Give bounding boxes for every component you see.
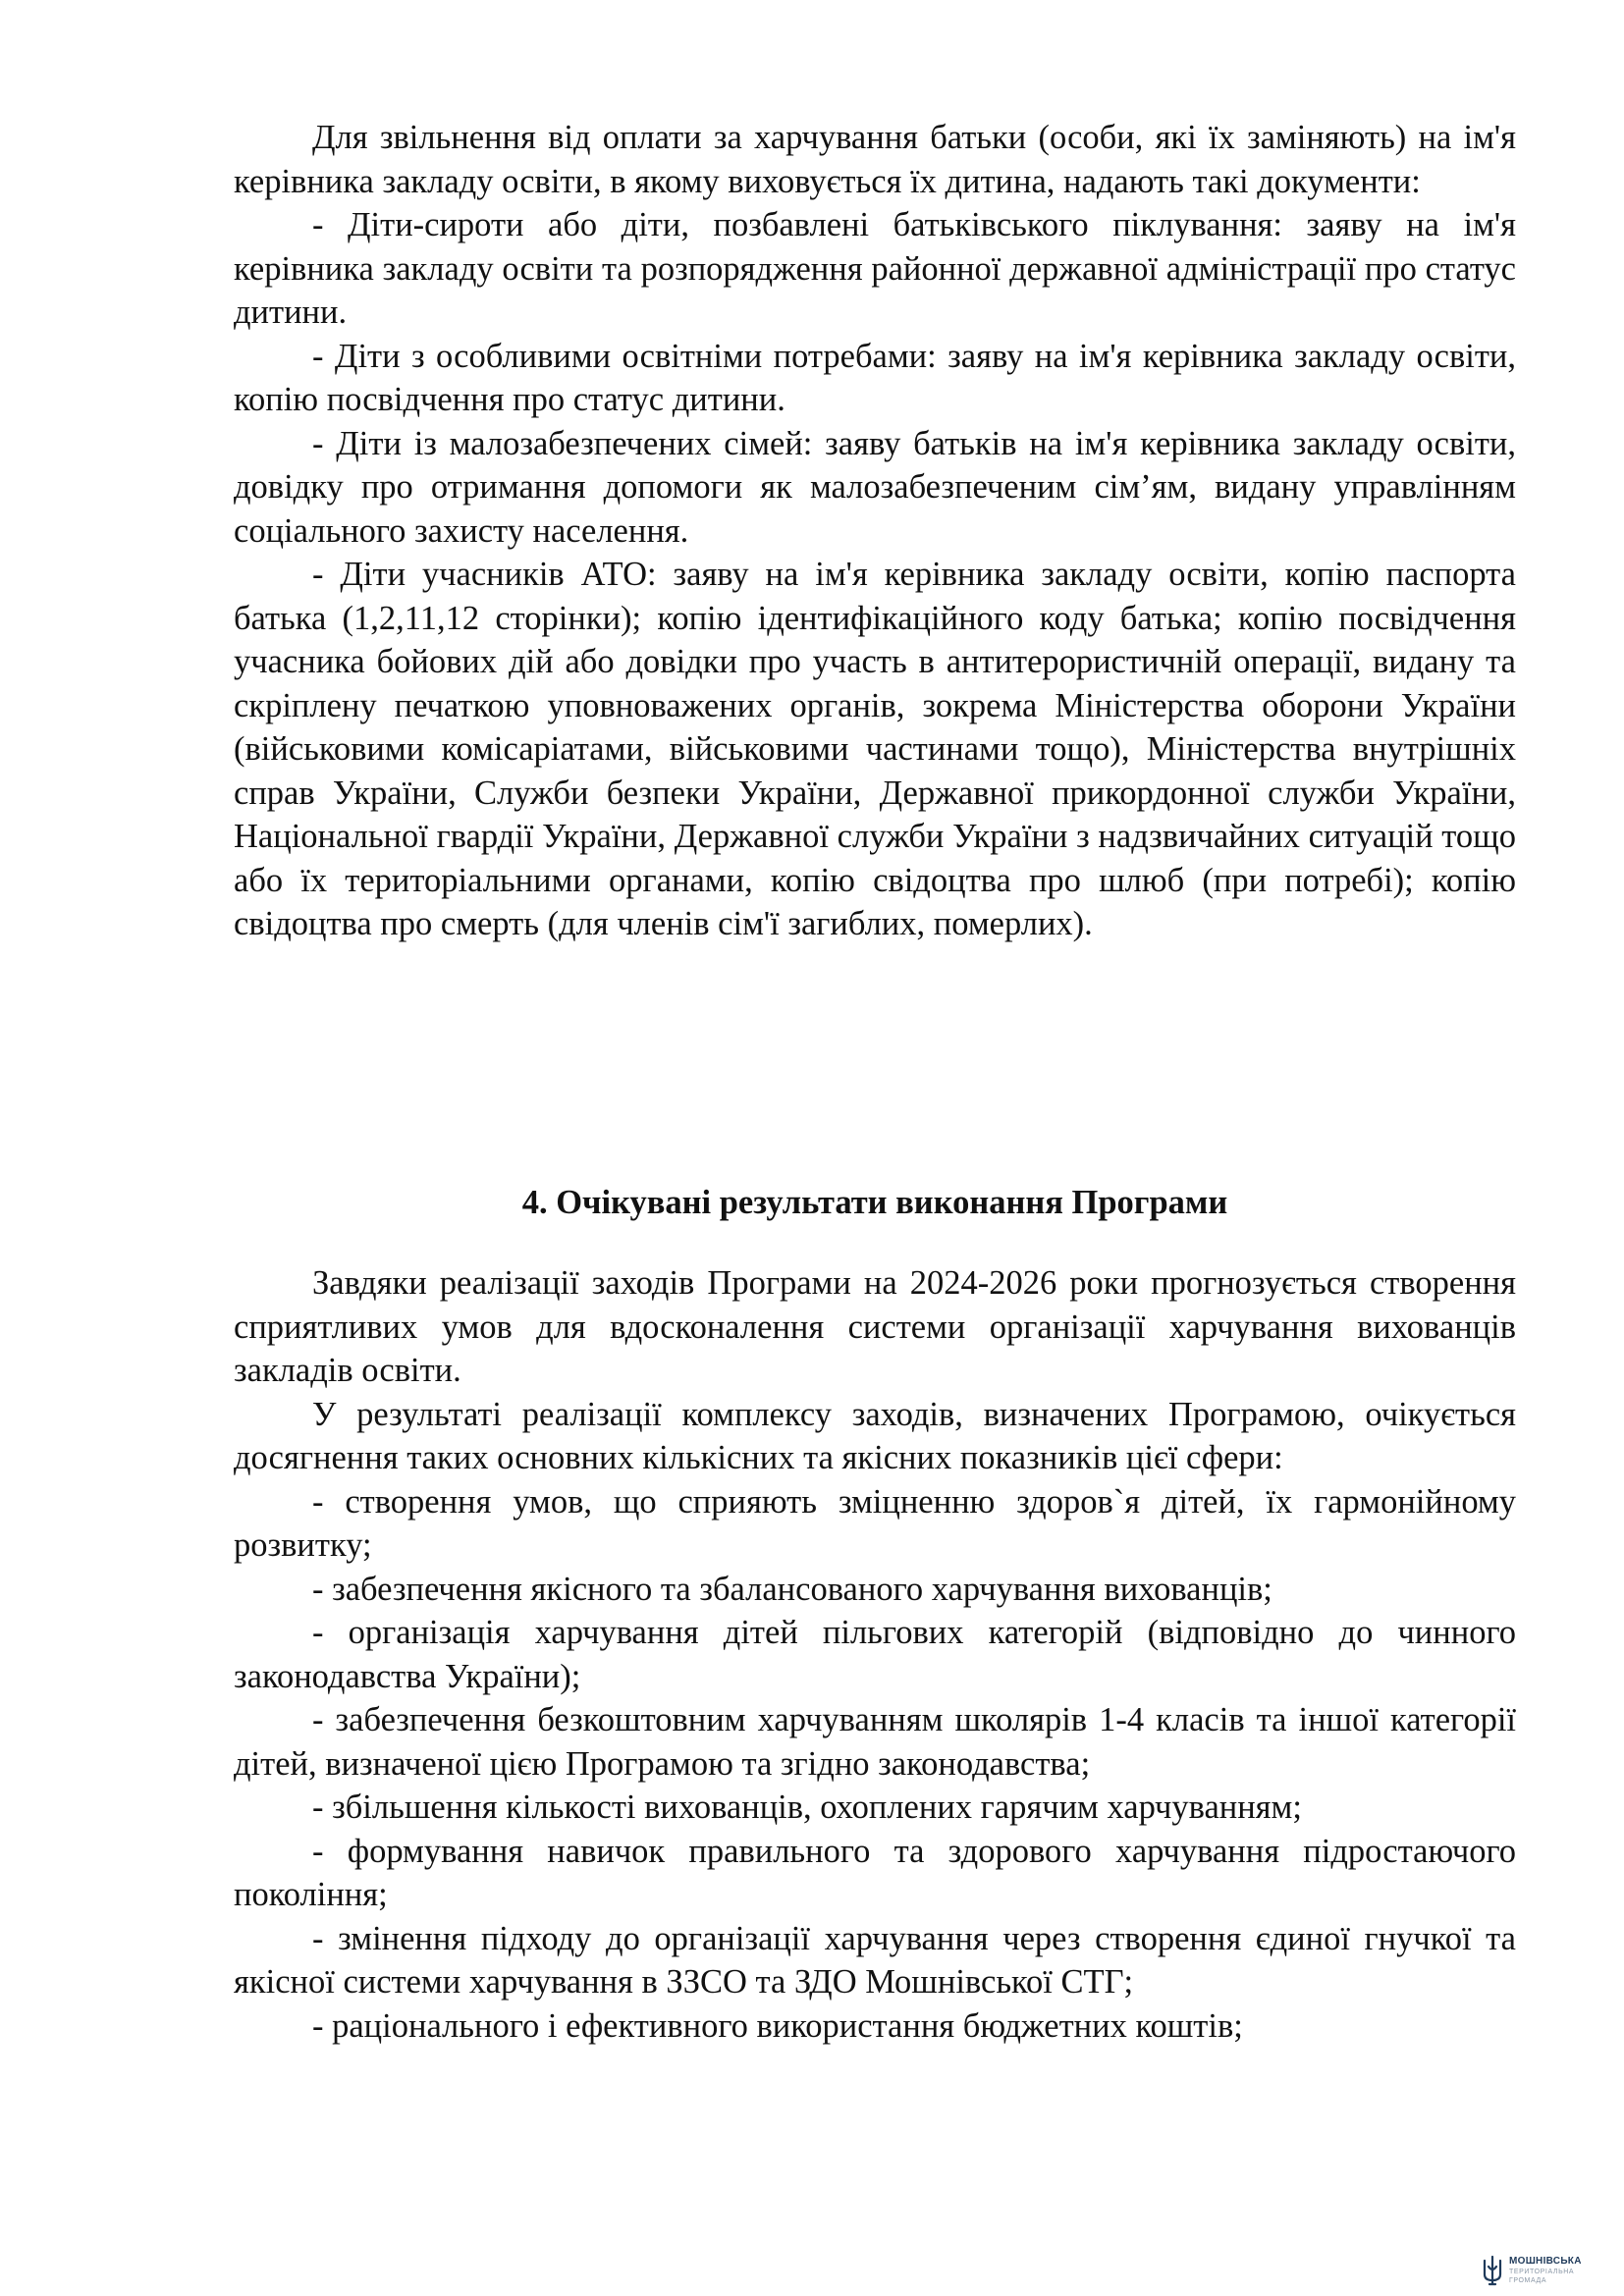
logo-subtitle-2: ГРОМАДА [1509,2277,1547,2284]
section-heading: 4. Очікувані результати виконання Програми [521,1184,1228,1221]
paragraph: Для звільнення від оплати за харчування батьки (особи, які їх заміняють) на ім'я керівника закладу освіти, в якому виховується їх дитина, надають такі документи: [234,119,1516,200]
list-item: - формування навичок правильного та здорового харчування підростаючого покоління; [234,1832,1516,1913]
list-item: - Діти учасників АТО: заяву на ім'я керівника закладу освіти, копію паспорта батька (1,2,11,12 сторінки); копію ідентифікаційного коду батька; копію посвідчення учасника бойових дій або довідки про участь в антитерористичній операції, видану та скріплену печаткою уповноважених органів, зокрема Міністерства оборони України (військовими комісаріатами, військовими частинами тощо), Міністерства внутрішніх справ України, Служби безпеки України, Державної прикордонної служби України, Національної гвардії України, Державної служби України з надзвичайних ситуацій тощо або їх територіальними органами, копію свідоцтва про шлюб (при потребі); копію свідоцтва про смерть (для членів сім'ї загиблих, померлих). [234,556,1516,942]
intro-text-block [234,116,1516,946]
list-item: - забезпечення безкоштовним харчуванням школярів 1-4 класів та іншої категорії дітей, визначеної цією Програмою та згідно законодавства; [234,1701,1516,1783]
paragraph: Завдяки реалізації заходів Програми на 2024-2026 роки прогнозується створення сприятливих умов для вдосконалення системи організації харчування вихованців закладів освіти. [234,1264,1516,1389]
list-item: - Діти із малозабезпечених сімей: заяву батьків на ім'я керівника закладу освіти, довідку про отримання допомоги як малозабезпеченим сім’ям, видану управлінням соціального захисту населення. [234,424,1516,550]
list-item: - змінення підходу до організації харчування через створення єдиної гнучкої та якісної системи харчування в ЗЗСО та ЗДО Мошнівської СТГ; [234,1919,1516,2001]
list-item: - забезпечення якісного та збалансованого харчування вихованців; [312,1570,1272,1608]
list-item: - організація харчування дітей пільгових категорій (відповідно до чинного законодавства України); [234,1614,1516,1695]
community-logo [1481,2254,1612,2287]
list-item: - створення умов, що сприяють зміцненню здоров`я дітей, їх гармонійному розвитку; [234,1482,1516,1564]
logo-title: МОШНІВСЬКА [1509,2256,1582,2267]
logo-subtitle: ТЕРИТОРІАЛЬНА [1509,2269,1575,2275]
results-text-block [234,1261,1516,2048]
paragraph: У результаті реалізації комплексу заходів, визначених Програмою, очікується досягнення таких основних кількісних та якісних показників цієї сфери: [234,1395,1516,1476]
list-item: - раціонального і ефективного використання бюджетних коштів; [312,2006,1243,2045]
list-item: - Діти з особливими освітніми потребами: заяву на ім'я керівника закладу освіти, копію посвідчення про статус дитини. [234,337,1516,418]
logo-text [1509,2257,1582,2284]
list-item: - збільшення кількості вихованців, охоплених гарячим харчуванням; [312,1789,1302,1826]
trident-icon [1481,2255,1504,2286]
list-item: - Діти-сироти або діти, позбавлені батьківського піклування: заяву на ім'я керівника закладу освіти та розпорядження районної державної адміністрації про статус дитини. [234,206,1516,331]
